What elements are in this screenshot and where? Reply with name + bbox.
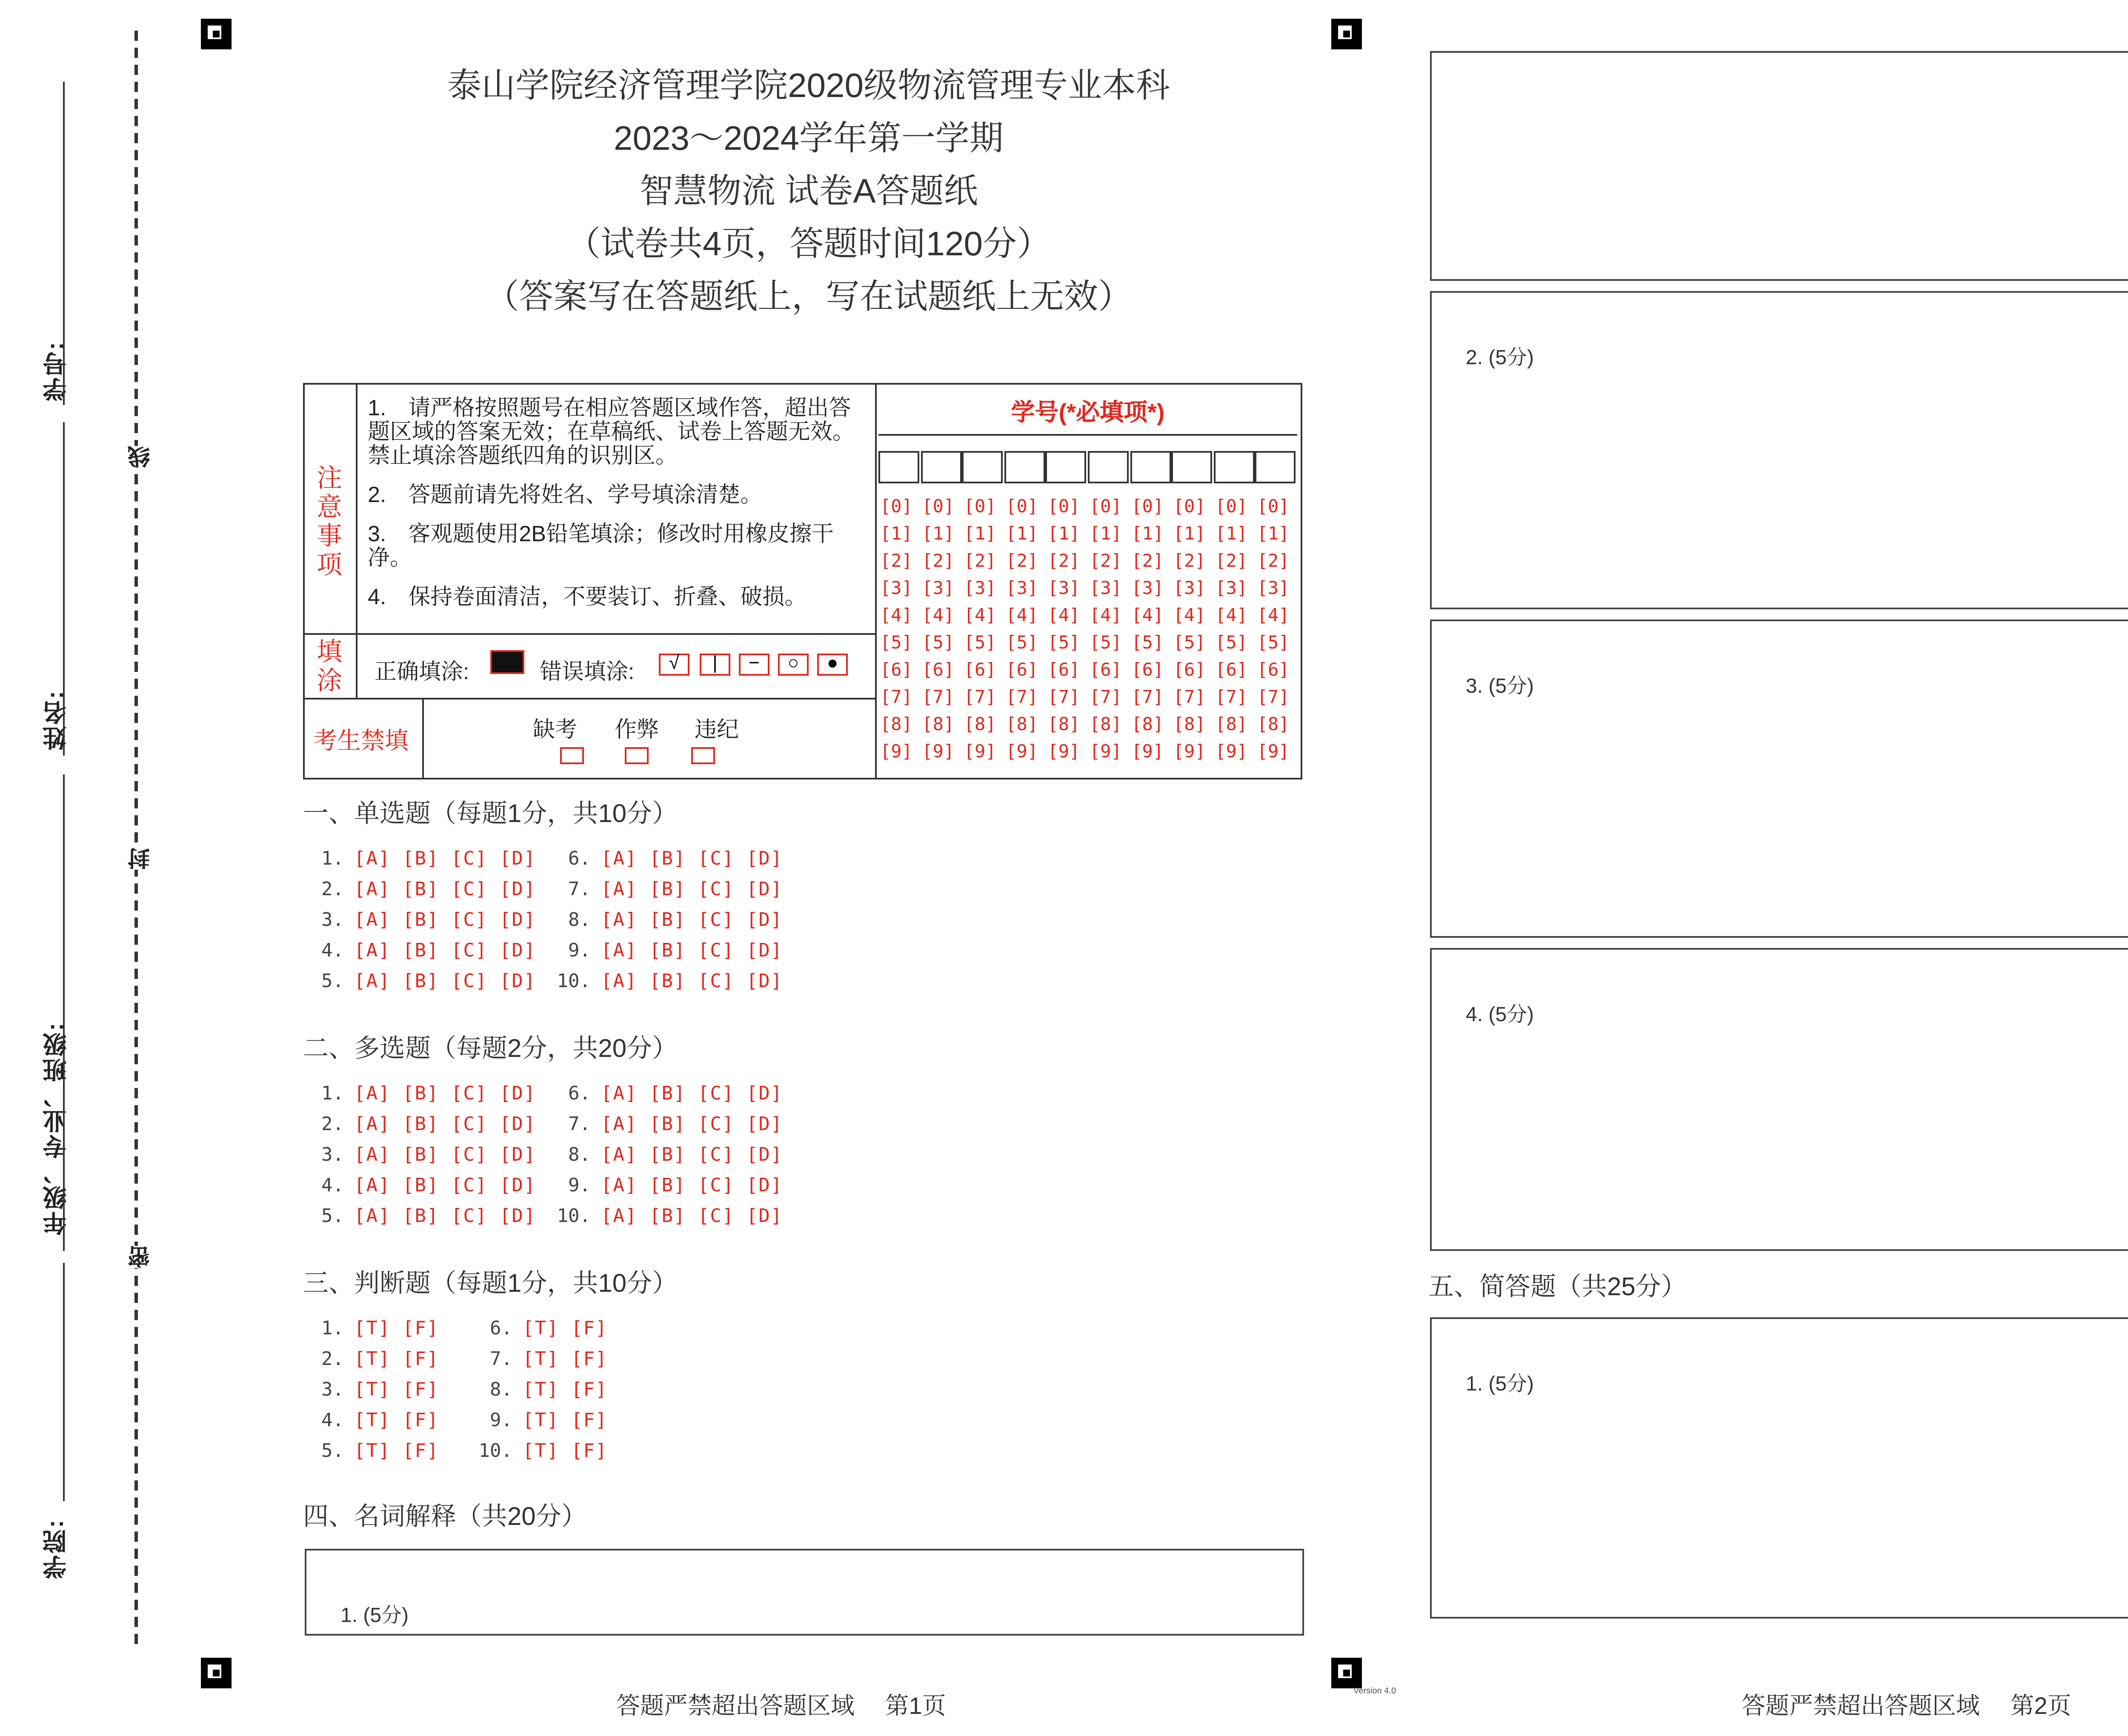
- single-question-row: [553, 878, 783, 900]
- student-id-digit-bubble[interactable]: [3]: [1090, 579, 1122, 599]
- student-id-digit-bubble[interactable]: [8]: [1173, 715, 1206, 735]
- student-id-digit-bubble[interactable]: [4]: [1215, 606, 1248, 626]
- student-id-digit-bubble[interactable]: [9]: [1173, 742, 1206, 762]
- answer-option-bubbles[interactable]: [A] [B] [C] [D]: [354, 909, 536, 931]
- answer-option-bubbles[interactable]: [A] [B] [C] [D]: [354, 1144, 536, 1166]
- student-id-box[interactable]: [1130, 451, 1170, 483]
- question-number: 8.: [490, 1379, 512, 1401]
- student-id-digit-column: [1048, 494, 1089, 766]
- judge-question-row: [475, 1348, 607, 1370]
- binding-label-class: 年级、专业、班级:: [41, 1021, 68, 1235]
- question-number: 1.: [321, 848, 344, 870]
- student-id-digit-bubble[interactable]: [4]: [880, 606, 912, 626]
- corner-marker-icon: [1331, 19, 1362, 49]
- footer-page2: 答题严禁超出答题区域 第2页: [1742, 1692, 2071, 1719]
- wrong-mark-bar: |: [700, 654, 730, 676]
- student-id-digit-bubble[interactable]: [7]: [1131, 688, 1164, 708]
- binding-label-name: 姓名:: [41, 689, 68, 750]
- short-q1-answer-box[interactable]: [1430, 1317, 2128, 1619]
- multi-question-row: [553, 1144, 783, 1166]
- forbid-cheat-box[interactable]: [625, 747, 649, 764]
- answer-option-bubbles[interactable]: [A] [B] [C] [D]: [601, 1205, 783, 1227]
- student-id-digit-bubble[interactable]: [1]: [1006, 524, 1038, 545]
- question-number: 9.: [568, 939, 591, 962]
- binding-label-student-id: 学号:: [41, 340, 68, 401]
- corner-marker-icon: [201, 1658, 232, 1688]
- answer-option-bubbles[interactable]: [T] [F]: [523, 1440, 608, 1462]
- judge-question-row: [475, 1440, 607, 1462]
- answer-option-bubbles[interactable]: [T] [F]: [523, 1317, 608, 1339]
- student-id-digit-bubble[interactable]: [9]: [1131, 742, 1164, 762]
- answer-option-bubbles[interactable]: [T] [F]: [354, 1348, 439, 1370]
- answer-option-bubbles[interactable]: [A] [B] [C] [D]: [601, 878, 783, 900]
- student-id-digit-bubble[interactable]: [0]: [964, 497, 996, 517]
- answer-option-bubbles[interactable]: [T] [F]: [354, 1440, 439, 1462]
- header-line5: （答案写在答题纸上，写在试题纸上无效）: [485, 279, 1132, 317]
- question-number: 8.: [568, 909, 591, 931]
- question-number: 10.: [557, 1205, 591, 1227]
- fill-heading-cell: [305, 635, 358, 700]
- student-id-digit-bubble[interactable]: [6]: [1131, 660, 1164, 681]
- answer-option-bubbles[interactable]: [T] [F]: [354, 1317, 439, 1339]
- student-id-digit-bubble[interactable]: [6]: [1173, 660, 1206, 681]
- question-number: 2.: [321, 1113, 344, 1135]
- binding-rule: [63, 82, 65, 405]
- student-id-digit-bubble[interactable]: [5]: [1090, 633, 1122, 654]
- student-id-digit-bubble[interactable]: [2]: [1006, 551, 1038, 572]
- corner-marker-icon: [1331, 1658, 1362, 1688]
- student-id-digit-bubble[interactable]: [1]: [880, 524, 912, 545]
- student-id-digit-bubble[interactable]: [3]: [1257, 579, 1290, 599]
- multi-question-row: [306, 1082, 536, 1105]
- question-number: 4.: [321, 939, 344, 962]
- question-number: 2.: [321, 878, 344, 900]
- student-id-digit-column: [1173, 494, 1214, 766]
- question-number: 7.: [568, 1113, 591, 1135]
- answer-option-bubbles[interactable]: [A] [B] [C] [D]: [601, 1144, 783, 1166]
- terms-q1-continued-box[interactable]: [1430, 51, 2128, 281]
- forbid-absent-box[interactable]: [560, 747, 584, 764]
- question-number: 9.: [490, 1409, 512, 1431]
- terms-q3-label: 3. (5分): [1466, 674, 1534, 698]
- student-id-digit-bubble[interactable]: [9]: [1006, 742, 1038, 762]
- student-id-digit-bubble[interactable]: [0]: [880, 497, 912, 517]
- student-id-digit-bubble[interactable]: [3]: [1006, 579, 1038, 599]
- student-id-digit-bubble[interactable]: [8]: [964, 715, 996, 735]
- student-id-digit-column: [1090, 494, 1130, 766]
- student-id-digit-bubble[interactable]: [5]: [1173, 633, 1206, 654]
- student-id-digit-bubble[interactable]: [2]: [1090, 551, 1122, 572]
- student-id-digit-bubble[interactable]: [7]: [880, 688, 912, 708]
- terms-title: 四、名词解释（共20分）: [303, 1503, 587, 1532]
- student-id-digit-bubble[interactable]: [8]: [1047, 715, 1080, 735]
- seal-char-seal: 封: [124, 848, 157, 870]
- student-id-digit-bubble[interactable]: [4]: [964, 606, 996, 626]
- student-id-digit-bubble[interactable]: [5]: [1215, 633, 1248, 654]
- student-id-digit-bubble[interactable]: [7]: [964, 688, 996, 708]
- student-id-digit-bubble[interactable]: [5]: [1047, 633, 1080, 654]
- answer-option-bubbles[interactable]: [T] [F]: [523, 1409, 608, 1431]
- question-number: 1.: [321, 1317, 344, 1339]
- question-number: 3.: [321, 909, 344, 931]
- student-id-digit-bubble[interactable]: [4]: [1090, 606, 1122, 626]
- student-id-digit-bubble[interactable]: [9]: [1257, 742, 1290, 762]
- judge-question-row: [475, 1409, 607, 1431]
- forbid-options: [424, 700, 875, 778]
- answer-option-bubbles[interactable]: [A] [B] [C] [D]: [354, 939, 536, 962]
- header-line1: 泰山学院经济管理学院2020级物流管理专业本科: [447, 68, 1170, 106]
- judge-question-row: [475, 1317, 607, 1339]
- student-id-digit-bubble[interactable]: [7]: [1173, 688, 1206, 708]
- question-number: 10.: [478, 1440, 512, 1462]
- student-id-box[interactable]: [1172, 451, 1213, 483]
- student-id-digit-column: [1257, 494, 1298, 766]
- notice-item-1: 1. 请严格按照题号在相应答题区域作答，超出答题区域的答案无效；在草稿纸、试卷上答题无效。禁止填涂答题纸四角的识别区。: [368, 395, 855, 468]
- student-id-digit-column: [1131, 494, 1172, 766]
- student-id-digit-bubble[interactable]: [7]: [1090, 688, 1122, 708]
- question-number: 7.: [490, 1348, 512, 1370]
- version-label: Version 4.0: [1353, 1687, 1396, 1697]
- notice-heading-cell: [305, 385, 358, 635]
- student-id-digit-bubble[interactable]: [9]: [964, 742, 996, 762]
- short-answer-title: 五、简答题（共25分）: [1428, 1273, 1687, 1302]
- binding-rule: [63, 774, 65, 1251]
- student-id-digit-bubble[interactable]: [5]: [1006, 633, 1038, 654]
- single-question-row: [306, 939, 536, 962]
- fill-heading: 填涂: [317, 638, 343, 696]
- forbid-heading-cell: [305, 700, 424, 778]
- question-number: 8.: [568, 1144, 591, 1166]
- single-question-row: [553, 970, 783, 992]
- binding-rule: [63, 422, 65, 756]
- student-id-digit-bubble[interactable]: [9]: [1090, 742, 1122, 762]
- student-id-digit-bubble[interactable]: [5]: [1131, 633, 1164, 654]
- multi-question-row: [553, 1113, 783, 1135]
- student-id-digit-bubble[interactable]: [7]: [1047, 688, 1080, 708]
- student-id-digit-bubble[interactable]: [8]: [880, 715, 912, 735]
- single-question-row: [306, 970, 536, 992]
- wrong-mark-circle: ○: [778, 654, 809, 676]
- multi-question-row: [553, 1082, 783, 1105]
- student-id-box[interactable]: [1088, 451, 1129, 483]
- student-id-digit-bubble[interactable]: [1]: [1173, 524, 1206, 545]
- answer-option-bubbles[interactable]: [A] [B] [C] [D]: [601, 1113, 783, 1135]
- answer-option-bubbles[interactable]: [A] [B] [C] [D]: [354, 1113, 536, 1135]
- student-id-digit-bubble[interactable]: [9]: [1047, 742, 1080, 762]
- student-id-digit-bubble[interactable]: [5]: [880, 633, 912, 654]
- student-id-digit-bubble[interactable]: [1]: [1215, 524, 1248, 545]
- answer-option-bubbles[interactable]: [A] [B] [C] [D]: [354, 848, 536, 870]
- header-line2: 2023～2024学年第一学期: [614, 121, 1004, 158]
- student-id-digit-bubble[interactable]: [2]: [964, 551, 996, 572]
- notice-item-3: 3. 客观题使用2B铅笔填涂；修改时用橡皮擦干净。: [368, 521, 834, 570]
- student-id-digit-bubble[interactable]: [2]: [922, 551, 955, 572]
- student-id-digit-bubble[interactable]: [2]: [1047, 551, 1080, 572]
- student-id-digit-bubble[interactable]: [9]: [880, 742, 912, 762]
- student-id-digit-bubble[interactable]: [0]: [1090, 497, 1122, 517]
- notice-item-4: 4. 保持卷面清洁，不要装订、折叠、破损。: [368, 584, 807, 609]
- answer-option-bubbles[interactable]: [T] [F]: [523, 1348, 608, 1370]
- question-number: 3.: [321, 1144, 344, 1166]
- question-number: 10.: [557, 970, 591, 992]
- binding-rule: [63, 1263, 65, 1501]
- student-id-digit-bubble[interactable]: [2]: [1131, 551, 1164, 572]
- footer-page1: 答题严禁超出答题区域 第1页: [616, 1692, 946, 1719]
- student-id-digit-bubble[interactable]: [6]: [1215, 660, 1248, 681]
- answer-option-bubbles[interactable]: [A] [B] [C] [D]: [601, 848, 783, 870]
- header-line3: 智慧物流 试卷A答题纸: [639, 174, 978, 211]
- question-number: 3.: [321, 1379, 344, 1401]
- student-id-digit-bubble[interactable]: [6]: [922, 660, 955, 681]
- student-id-digit-bubble[interactable]: [4]: [1047, 606, 1080, 626]
- judge-question-row: [306, 1409, 439, 1431]
- terms-q3-answer-box[interactable]: [1430, 620, 2128, 938]
- seal-char-secret: 密: [124, 1246, 157, 1268]
- student-id-digit-column: [964, 494, 1005, 766]
- wrong-mark-dash: −: [739, 654, 769, 676]
- student-id-digit-bubble[interactable]: [2]: [1173, 551, 1206, 572]
- student-id-digit-bubble[interactable]: [4]: [922, 606, 955, 626]
- corner-marker-icon: [201, 19, 232, 49]
- student-id-digit-bubble[interactable]: [1]: [964, 524, 996, 545]
- notice-items: [358, 385, 875, 635]
- terms-q2-label: 2. (5分): [1466, 345, 1534, 369]
- student-id-digit-bubble[interactable]: [0]: [1131, 497, 1164, 517]
- answer-option-bubbles[interactable]: [A] [B] [C] [D]: [354, 1174, 536, 1196]
- multi-question-row: [306, 1174, 536, 1196]
- student-id-digit-bubble[interactable]: [7]: [922, 688, 955, 708]
- notice-item-2: 2. 答题前请先将姓名、学号填涂清楚。: [368, 482, 763, 507]
- student-id-digit-bubble[interactable]: [8]: [922, 715, 955, 735]
- binding-dashed-line: [134, 31, 138, 1644]
- student-id-digit-bubble[interactable]: [4]: [1257, 606, 1290, 626]
- judge-question-row: [306, 1348, 439, 1370]
- question-number: 4.: [321, 1409, 344, 1431]
- binding-label-college: 学院:: [41, 1518, 68, 1579]
- multi-question-row: [553, 1174, 783, 1196]
- student-id-digit-bubble[interactable]: [0]: [1257, 497, 1290, 517]
- terms-q4-answer-box[interactable]: [1430, 948, 2128, 1251]
- student-id-box[interactable]: [920, 451, 961, 483]
- student-id-title: 学号(*必填项*): [1011, 398, 1165, 425]
- student-id-digit-bubble[interactable]: [6]: [1006, 660, 1038, 681]
- question-number: 7.: [568, 878, 591, 900]
- single-question-row: [553, 909, 783, 931]
- student-id-digit-bubble[interactable]: [0]: [922, 497, 955, 517]
- answer-option-bubbles[interactable]: [A] [B] [C] [D]: [354, 970, 536, 992]
- answer-option-bubbles[interactable]: [A] [B] [C] [D]: [601, 970, 783, 992]
- student-id-digit-bubble[interactable]: [2]: [1215, 551, 1248, 572]
- question-number: 5.: [321, 1440, 344, 1462]
- terms-q4-label: 4. (5分): [1466, 1002, 1534, 1026]
- terms-q2-answer-box[interactable]: [1430, 291, 2128, 609]
- answer-option-bubbles[interactable]: [A] [B] [C] [D]: [354, 878, 536, 900]
- student-id-digit-bubble[interactable]: [3]: [964, 579, 996, 599]
- student-id-digit-bubble[interactable]: [6]: [964, 660, 996, 681]
- answer-option-bubbles[interactable]: [A] [B] [C] [D]: [601, 1174, 783, 1196]
- forbid-violation-box[interactable]: [691, 747, 715, 764]
- question-number: 9.: [568, 1174, 591, 1196]
- answer-option-bubbles[interactable]: [A] [B] [C] [D]: [601, 939, 783, 962]
- student-id-digit-bubble[interactable]: [1]: [1047, 524, 1080, 545]
- forbid-heading: 考生禁填: [313, 727, 409, 754]
- judge-title: 三、判断题（每题1分，共10分）: [303, 1270, 678, 1299]
- student-id-box[interactable]: [1213, 451, 1254, 483]
- student-id-digit-bubble[interactable]: [1]: [922, 524, 955, 545]
- answer-option-bubbles[interactable]: [A] [B] [C] [D]: [601, 909, 783, 931]
- judge-question-row: [306, 1379, 439, 1401]
- notice-heading: 注意事项: [317, 465, 343, 580]
- question-number: 5.: [321, 1205, 344, 1227]
- student-id-digit-bubble[interactable]: [1]: [1131, 524, 1164, 545]
- student-id-digit-bubble[interactable]: [6]: [1257, 660, 1290, 681]
- answer-option-bubbles[interactable]: [T] [F]: [354, 1409, 439, 1431]
- forbid-absent-label: 缺考: [533, 717, 578, 742]
- student-id-digit-bubble[interactable]: [3]: [1047, 579, 1080, 599]
- wrong-fill-label: 错误填涂:: [540, 659, 635, 684]
- single-question-row: [553, 848, 783, 870]
- student-id-digit-bubble[interactable]: [9]: [922, 742, 955, 762]
- student-id-digit-column: [1006, 494, 1047, 766]
- student-id-digit-bubble[interactable]: [4]: [1173, 606, 1206, 626]
- student-id-digit-bubble[interactable]: [6]: [880, 660, 912, 681]
- student-id-digit-bubble[interactable]: [7]: [1215, 688, 1248, 708]
- question-number: 2.: [321, 1348, 344, 1370]
- id-title-rule: [878, 434, 1297, 436]
- student-id-digit-bubble[interactable]: [8]: [1131, 715, 1164, 735]
- student-id-digit-bubble[interactable]: [3]: [1131, 579, 1164, 599]
- student-id-digit-bubble[interactable]: [3]: [1173, 579, 1206, 599]
- student-id-box[interactable]: [1256, 451, 1296, 483]
- student-id-box[interactable]: [1046, 451, 1087, 483]
- student-id-digit-bubble[interactable]: [8]: [1006, 715, 1038, 735]
- terms-q1-label: 1. (5分): [340, 1603, 409, 1627]
- wrong-mark-dot: ●: [817, 654, 848, 676]
- question-number: 6.: [490, 1317, 512, 1339]
- multi-choice-title: 二、多选题（每题2分，共20分）: [303, 1035, 678, 1064]
- single-question-row: [306, 909, 536, 931]
- student-id-digit-bubble[interactable]: [5]: [922, 633, 955, 654]
- student-id-digit-bubble[interactable]: [4]: [1131, 606, 1164, 626]
- seal-char-line: 线: [124, 446, 157, 468]
- student-id-digit-bubble[interactable]: [8]: [1090, 715, 1122, 735]
- correct-fill-label: 正确填涂:: [375, 659, 469, 684]
- multi-question-row: [306, 1205, 536, 1227]
- student-id-digit-bubble[interactable]: [4]: [1006, 606, 1038, 626]
- answer-option-bubbles[interactable]: [A] [B] [C] [D]: [354, 1082, 536, 1105]
- student-id-digit-bubble[interactable]: [5]: [1257, 633, 1290, 654]
- student-id-digit-bubble[interactable]: [1]: [1257, 524, 1290, 545]
- judge-question-row: [306, 1317, 439, 1339]
- student-id-digit-bubble[interactable]: [9]: [1215, 742, 1248, 762]
- student-id-digit-bubble[interactable]: [3]: [880, 579, 912, 599]
- question-number: 5.: [321, 970, 344, 992]
- student-id-digit-bubble[interactable]: [0]: [1215, 497, 1248, 517]
- student-id-digit-bubble[interactable]: [2]: [1257, 551, 1290, 572]
- student-id-digit-bubble[interactable]: [6]: [1090, 660, 1122, 681]
- student-id-digit-bubble[interactable]: [8]: [1215, 715, 1248, 735]
- student-id-digit-bubble[interactable]: [0]: [1173, 497, 1206, 517]
- answer-option-bubbles[interactable]: [A] [B] [C] [D]: [354, 1205, 536, 1227]
- answer-option-bubbles[interactable]: [A] [B] [C] [D]: [601, 1082, 783, 1105]
- question-number: 4.: [321, 1174, 344, 1196]
- correct-fill-sample: [490, 650, 524, 674]
- question-number: 1.: [321, 1082, 344, 1105]
- judge-question-row: [475, 1379, 607, 1401]
- student-id-digit-bubble[interactable]: [0]: [1006, 497, 1038, 517]
- judge-question-row: [306, 1440, 439, 1462]
- header-line4: （试卷共4页，答题时间120分）: [566, 226, 1051, 264]
- forbid-violation-label: 违纪: [695, 717, 739, 742]
- student-id-digit-column: [1215, 494, 1256, 766]
- student-id-digit-column: [922, 494, 963, 766]
- multi-question-row: [553, 1205, 783, 1227]
- answer-option-bubbles[interactable]: [T] [F]: [523, 1379, 608, 1401]
- question-number: 6.: [568, 848, 591, 870]
- single-question-row: [306, 848, 536, 870]
- student-id-digit-bubble[interactable]: [0]: [1047, 497, 1080, 517]
- student-id-digit-column: [880, 494, 921, 766]
- single-question-row: [553, 939, 783, 962]
- student-id-digit-bubble[interactable]: [1]: [1090, 524, 1122, 545]
- student-id-box[interactable]: [878, 451, 919, 483]
- terms-q1-answer-box[interactable]: [305, 1549, 1304, 1636]
- student-id-digit-bubble[interactable]: [5]: [964, 633, 996, 654]
- student-id-digit-bubble[interactable]: [3]: [1215, 579, 1248, 599]
- student-id-digit-bubble[interactable]: [3]: [922, 579, 955, 599]
- short-q1-label: 1. (5分): [1466, 1372, 1534, 1396]
- student-id-digit-bubble[interactable]: [7]: [1257, 688, 1290, 708]
- student-id-digit-bubble[interactable]: [7]: [1006, 688, 1038, 708]
- question-number: 6.: [568, 1082, 591, 1105]
- student-id-box[interactable]: [1004, 451, 1045, 483]
- forbid-cheat-label: 作弊: [615, 717, 659, 742]
- student-id-box[interactable]: [962, 451, 1003, 483]
- single-choice-title: 一、单选题（每题1分，共10分）: [303, 800, 678, 829]
- id-divider: [875, 385, 877, 778]
- multi-question-row: [306, 1144, 536, 1166]
- answer-option-bubbles[interactable]: [T] [F]: [354, 1379, 439, 1401]
- student-id-digit-bubble[interactable]: [6]: [1047, 660, 1080, 681]
- student-id-digit-bubble[interactable]: [2]: [880, 551, 912, 572]
- single-question-row: [306, 878, 536, 900]
- student-id-digit-bubble[interactable]: [8]: [1257, 715, 1290, 735]
- wrong-mark-check: √: [659, 654, 689, 676]
- multi-question-row: [306, 1113, 536, 1135]
